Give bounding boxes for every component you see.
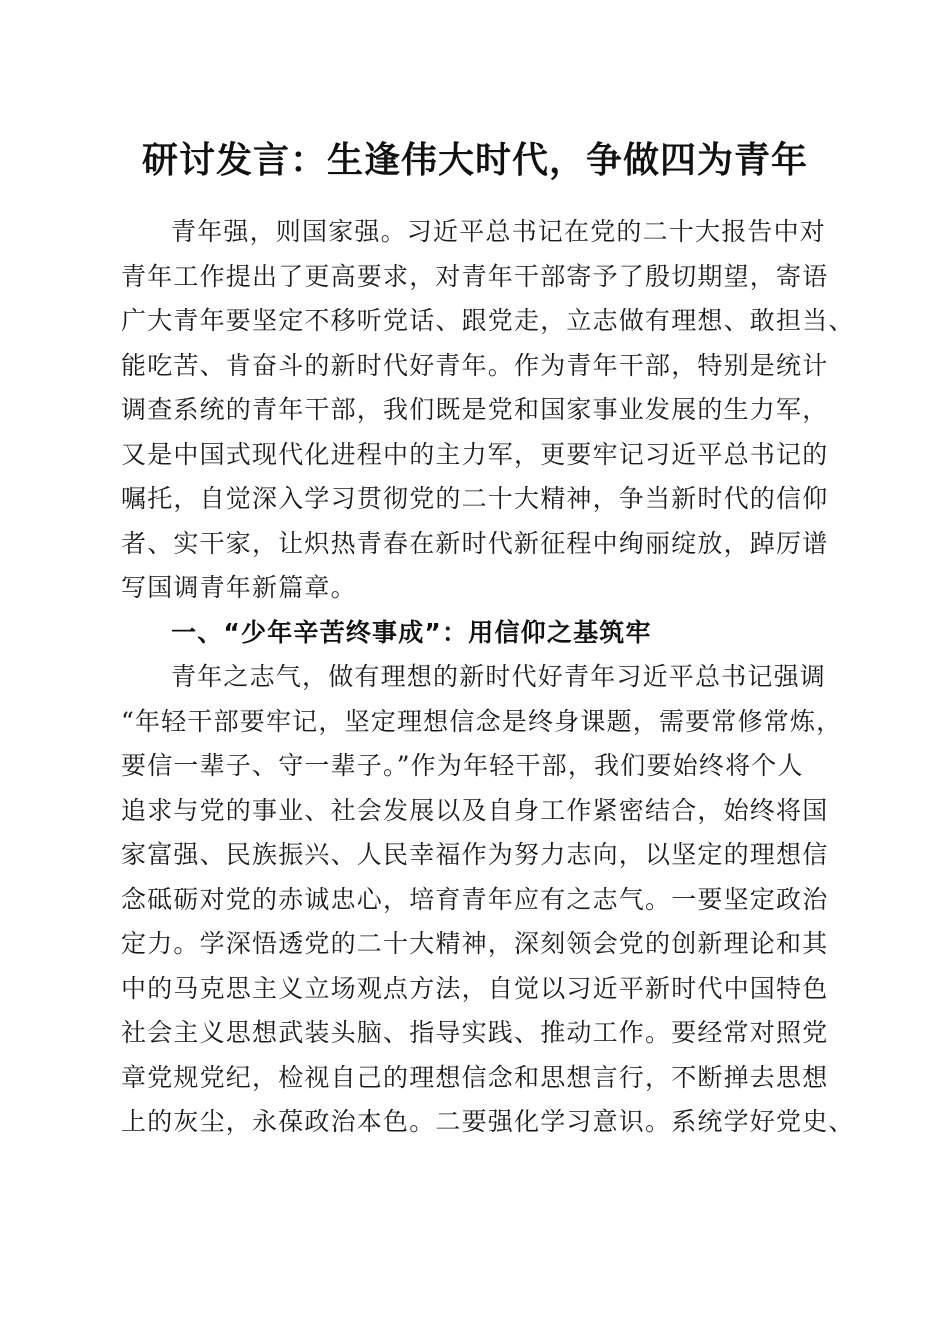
paragraph-line: 调查系统的青年干部，我们既是党和国家事业发展的生力军， xyxy=(121,395,829,424)
paragraph-line: “年轻干部要牢记，坚定理想信念是终身课题，需要常修常炼， xyxy=(121,706,843,736)
paragraph-line: 青年之志气，做有理想的新时代好青年习近平总书记强调 xyxy=(171,662,827,691)
paragraph-line: 定力。学深悟透党的二十大精神，深刻领会党的创新理论和其 xyxy=(121,929,829,958)
paragraph-line: 能吃苦、肯奋斗的新时代好青年。作为青年干部，特别是统计 xyxy=(121,350,829,380)
paragraph-line: 嘱托，自觉深入学习贯彻党的二十大精神，争当新时代的信仰 xyxy=(121,484,829,513)
paragraph-line: 青年工作提出了更高要求，对青年干部寄予了殷切期望，寄语 xyxy=(121,261,829,291)
document-title: 研讨发言：生逢伟大时代，争做四为青年 xyxy=(141,139,808,181)
paragraph-line: 追求与党的事业、社会发展以及自身工作紧密结合，始终将国 xyxy=(121,795,829,825)
paragraph-line: 要信一辈子、守一辈子。”作为年轻干部，我们要始终将个人 xyxy=(121,751,804,780)
paragraph-line: 上的灰尘，永葆政治本色。二要强化学习意识。系统学好党史、 xyxy=(121,1107,855,1136)
paragraph-line: 写国调青年新篇章。 xyxy=(121,573,357,602)
paragraph-line: 又是中国式现代化进程中的主力军，更要牢记习近平总书记的 xyxy=(121,439,829,469)
paragraph-line: 青年强，则国家强。习近平总书记在党的二十大报告中对 xyxy=(171,217,827,246)
paragraph-line: 家富强、民族振兴、人民幸福作为努力志向，以坚定的理想信 xyxy=(121,840,829,869)
paragraph-line: 广大青年要坚定不移听党话、跟党走，立志做有理想、敢担当、 xyxy=(121,306,855,335)
paragraph-line: 章党规党纪，检视自己的理想信念和思想言行，不断掸去思想 xyxy=(121,1062,829,1092)
paragraph-line: 中的马克思主义立场观点方法，自觉以习近平新时代中国特色 xyxy=(121,973,829,1003)
paragraph-line: 者、实干家，让炽热青春在新时代新征程中绚丽绽放，踔厉谱 xyxy=(121,528,829,558)
paragraph-line: 社会主义思想武装头脑、指导实践、推动工作。要经常对照党 xyxy=(121,1018,829,1047)
paragraph-line: 念砥砺对党的赤诚忠心，培育青年应有之志气。一要坚定政治 xyxy=(121,884,829,914)
document-body xyxy=(121,210,855,1145)
section-heading: 一、“少年辛苦终事成”：用信仰之基筑牢 xyxy=(171,617,652,647)
